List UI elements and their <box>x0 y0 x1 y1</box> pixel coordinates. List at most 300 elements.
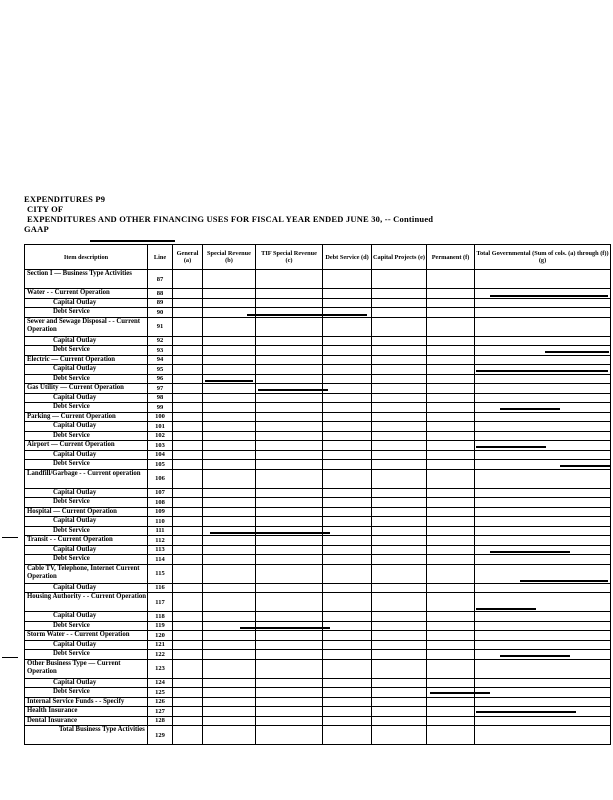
cell-total-governmental <box>475 621 611 631</box>
cell-tif-special-revenue <box>256 374 323 384</box>
cell-general <box>173 431 203 441</box>
cell-debt-service <box>323 384 372 394</box>
cell-general <box>173 422 203 432</box>
cell-tif-special-revenue <box>256 317 323 336</box>
table-row <box>25 716 611 726</box>
cell-capital-projects <box>372 716 427 726</box>
cell-debt-service <box>323 355 372 365</box>
table-row <box>25 412 611 422</box>
cell-tif-special-revenue <box>256 536 323 546</box>
cell-permanent <box>427 422 475 432</box>
row-label: Debt Service <box>25 498 148 508</box>
cell-capital-projects <box>372 631 427 641</box>
cell-total-governmental <box>475 431 611 441</box>
table-row <box>25 545 611 555</box>
accounting-basis-label: GAAP <box>24 224 49 234</box>
cell-debt-service <box>323 707 372 717</box>
cell-capital-projects <box>372 403 427 413</box>
row-label: Debt Service <box>25 374 148 384</box>
cell-special-revenue <box>203 517 256 527</box>
cell-general <box>173 336 203 346</box>
cell-debt-service <box>323 526 372 536</box>
cell-special-revenue <box>203 450 256 460</box>
cell-capital-projects <box>372 526 427 536</box>
row-label: Capital Outlay <box>25 365 148 375</box>
scan-artifact <box>560 465 610 467</box>
cell-special-revenue <box>203 659 256 678</box>
cell-debt-service <box>323 270 372 289</box>
scan-artifact <box>210 532 330 534</box>
cell-total-governmental <box>475 412 611 422</box>
cell-general <box>173 298 203 308</box>
expenditures-table <box>24 244 611 745</box>
table-row <box>25 498 611 508</box>
row-line-number: 129 <box>148 726 173 745</box>
scan-artifact <box>476 446 546 448</box>
cell-permanent <box>427 650 475 660</box>
cell-debt-service <box>323 659 372 678</box>
cell-tif-special-revenue <box>256 545 323 555</box>
cell-total-governmental <box>475 612 611 622</box>
cell-permanent <box>427 289 475 299</box>
cell-permanent <box>427 384 475 394</box>
cell-tif-special-revenue <box>256 422 323 432</box>
row-label: Capital Outlay <box>25 678 148 688</box>
row-line-number: 96 <box>148 374 173 384</box>
cell-capital-projects <box>372 441 427 451</box>
cell-special-revenue <box>203 507 256 517</box>
table-row <box>25 621 611 631</box>
cell-tif-special-revenue <box>256 346 323 356</box>
cell-tif-special-revenue <box>256 441 323 451</box>
cell-tif-special-revenue <box>256 621 323 631</box>
cell-general <box>173 374 203 384</box>
table-row <box>25 460 611 470</box>
cell-debt-service <box>323 507 372 517</box>
column-header-item-description: Item description <box>25 245 148 270</box>
row-line-number: 122 <box>148 650 173 660</box>
cell-debt-service <box>323 593 372 612</box>
cell-special-revenue <box>203 564 256 583</box>
row-label: Storm Water - - Current Operation <box>25 631 148 641</box>
cell-debt-service <box>323 412 372 422</box>
cell-permanent <box>427 678 475 688</box>
cell-permanent <box>427 631 475 641</box>
cell-special-revenue <box>203 393 256 403</box>
row-line-number: 114 <box>148 555 173 565</box>
cell-capital-projects <box>372 564 427 583</box>
row-label: Debt Service <box>25 403 148 413</box>
cell-capital-projects <box>372 469 427 488</box>
cell-capital-projects <box>372 707 427 717</box>
column-header-total-governmental: Total Governmental (Sum of cols. (a) through (f)) (g) <box>475 245 611 270</box>
cell-debt-service <box>323 498 372 508</box>
cell-special-revenue <box>203 716 256 726</box>
table-row <box>25 317 611 336</box>
row-line-number: 123 <box>148 659 173 678</box>
cell-debt-service <box>323 640 372 650</box>
row-label: Cable TV, Telephone, Internet Current Operation <box>25 564 148 583</box>
cell-tif-special-revenue <box>256 688 323 698</box>
row-line-number: 113 <box>148 545 173 555</box>
cell-permanent <box>427 726 475 745</box>
row-label: Debt Service <box>25 308 148 318</box>
cell-debt-service <box>323 716 372 726</box>
cell-capital-projects <box>372 384 427 394</box>
table-row <box>25 526 611 536</box>
cell-general <box>173 650 203 660</box>
cell-capital-projects <box>372 336 427 346</box>
row-line-number: 102 <box>148 431 173 441</box>
cell-tif-special-revenue <box>256 555 323 565</box>
cell-debt-service <box>323 688 372 698</box>
cell-debt-service <box>323 289 372 299</box>
cell-capital-projects <box>372 488 427 498</box>
cell-tif-special-revenue <box>256 355 323 365</box>
table-row <box>25 631 611 641</box>
column-header-tif-special-revenue: TIF Special Revenue (c) <box>256 245 323 270</box>
row-line-number: 88 <box>148 289 173 299</box>
cell-tif-special-revenue <box>256 365 323 375</box>
cell-tif-special-revenue <box>256 412 323 422</box>
cell-permanent <box>427 593 475 612</box>
cell-general <box>173 536 203 546</box>
row-line-number: 105 <box>148 460 173 470</box>
table-row <box>25 612 611 622</box>
cell-general <box>173 707 203 717</box>
row-line-number: 94 <box>148 355 173 365</box>
header-row <box>25 245 611 270</box>
row-label: Debt Service <box>25 460 148 470</box>
cell-total-governmental <box>475 536 611 546</box>
cell-special-revenue <box>203 270 256 289</box>
cell-permanent <box>427 659 475 678</box>
row-label: Capital Outlay <box>25 393 148 403</box>
row-line-number: 120 <box>148 631 173 641</box>
cell-total-governmental <box>475 726 611 745</box>
cell-general <box>173 678 203 688</box>
cell-debt-service <box>323 460 372 470</box>
row-line-number: 90 <box>148 308 173 318</box>
cell-special-revenue <box>203 707 256 717</box>
table-row <box>25 422 611 432</box>
cell-special-revenue <box>203 498 256 508</box>
cell-tif-special-revenue <box>256 697 323 707</box>
cell-special-revenue <box>203 612 256 622</box>
cell-capital-projects <box>372 346 427 356</box>
cell-total-governmental <box>475 526 611 536</box>
scan-artifact <box>247 314 367 316</box>
cell-debt-service <box>323 374 372 384</box>
cell-total-governmental <box>475 631 611 641</box>
cell-tif-special-revenue <box>256 650 323 660</box>
cell-tif-special-revenue <box>256 678 323 688</box>
cell-special-revenue <box>203 431 256 441</box>
cell-capital-projects <box>372 545 427 555</box>
row-line-number: 119 <box>148 621 173 631</box>
row-line-number: 116 <box>148 583 173 593</box>
cell-general <box>173 270 203 289</box>
row-label: Water - - Current Operation <box>25 289 148 299</box>
cell-debt-service <box>323 469 372 488</box>
table-row <box>25 488 611 498</box>
cell-capital-projects <box>372 365 427 375</box>
table-row <box>25 659 611 678</box>
cell-capital-projects <box>372 621 427 631</box>
cell-debt-service <box>323 621 372 631</box>
cell-total-governmental <box>475 298 611 308</box>
cell-permanent <box>427 270 475 289</box>
cell-capital-projects <box>372 460 427 470</box>
cell-permanent <box>427 536 475 546</box>
cell-general <box>173 308 203 318</box>
row-label: Debt Service <box>25 555 148 565</box>
cell-general <box>173 640 203 650</box>
cell-permanent <box>427 346 475 356</box>
cell-debt-service <box>323 536 372 546</box>
cell-debt-service <box>323 517 372 527</box>
cell-debt-service <box>323 422 372 432</box>
cell-total-governmental <box>475 659 611 678</box>
cell-special-revenue <box>203 536 256 546</box>
cell-general <box>173 593 203 612</box>
column-header-line: Line <box>148 245 173 270</box>
row-line-number: 89 <box>148 298 173 308</box>
row-label: Debt Service <box>25 526 148 536</box>
row-label: Health Insurance <box>25 707 148 717</box>
cell-tif-special-revenue <box>256 393 323 403</box>
scan-artifact <box>90 240 175 242</box>
cell-permanent <box>427 460 475 470</box>
cell-permanent <box>427 308 475 318</box>
row-line-number: 97 <box>148 384 173 394</box>
cell-total-governmental <box>475 517 611 527</box>
scan-artifact <box>490 551 570 553</box>
cell-general <box>173 631 203 641</box>
row-label: Internal Service Funds - - Specify <box>25 697 148 707</box>
cell-capital-projects <box>372 593 427 612</box>
cell-permanent <box>427 583 475 593</box>
cell-capital-projects <box>372 355 427 365</box>
cell-special-revenue <box>203 726 256 745</box>
cell-special-revenue <box>203 355 256 365</box>
row-line-number: 124 <box>148 678 173 688</box>
cell-special-revenue <box>203 346 256 356</box>
row-label: Other Business Type — Current Operation <box>25 659 148 678</box>
row-line-number: 109 <box>148 507 173 517</box>
cell-debt-service <box>323 317 372 336</box>
row-line-number: 93 <box>148 346 173 356</box>
row-line-number: 121 <box>148 640 173 650</box>
row-line-number: 115 <box>148 564 173 583</box>
row-label: Capital Outlay <box>25 583 148 593</box>
scan-artifact <box>500 655 570 657</box>
cell-debt-service <box>323 650 372 660</box>
cell-tif-special-revenue <box>256 336 323 346</box>
cell-tif-special-revenue <box>256 631 323 641</box>
cell-permanent <box>427 564 475 583</box>
row-label: Capital Outlay <box>25 450 148 460</box>
column-header-general: General (a) <box>173 245 203 270</box>
cell-capital-projects <box>372 678 427 688</box>
row-label: Electric — Current Operation <box>25 355 148 365</box>
scan-artifact <box>500 408 560 410</box>
cell-total-governmental <box>475 678 611 688</box>
cell-permanent <box>427 336 475 346</box>
cell-capital-projects <box>372 450 427 460</box>
row-line-number: 87 <box>148 270 173 289</box>
table-row <box>25 469 611 488</box>
cell-tif-special-revenue <box>256 431 323 441</box>
cell-general <box>173 583 203 593</box>
cell-permanent <box>427 298 475 308</box>
scan-artifact <box>430 692 490 694</box>
cell-debt-service <box>323 365 372 375</box>
cell-special-revenue <box>203 688 256 698</box>
cell-tif-special-revenue <box>256 612 323 622</box>
cell-general <box>173 507 203 517</box>
cell-total-governmental <box>475 697 611 707</box>
cell-permanent <box>427 707 475 717</box>
cell-special-revenue <box>203 298 256 308</box>
cell-total-governmental <box>475 498 611 508</box>
row-line-number: 117 <box>148 593 173 612</box>
cell-debt-service <box>323 441 372 451</box>
cell-special-revenue <box>203 384 256 394</box>
cell-total-governmental <box>475 270 611 289</box>
cell-capital-projects <box>372 431 427 441</box>
cell-special-revenue <box>203 526 256 536</box>
row-line-number: 92 <box>148 336 173 346</box>
table-row <box>25 431 611 441</box>
cell-general <box>173 346 203 356</box>
table-row <box>25 336 611 346</box>
cell-general <box>173 393 203 403</box>
cell-special-revenue <box>203 469 256 488</box>
row-label: Capital Outlay <box>25 298 148 308</box>
cell-debt-service <box>323 583 372 593</box>
row-label: Capital Outlay <box>25 488 148 498</box>
cell-total-governmental <box>475 317 611 336</box>
row-label: Transit - - Current Operation <box>25 536 148 546</box>
row-line-number: 111 <box>148 526 173 536</box>
cell-capital-projects <box>372 412 427 422</box>
cell-general <box>173 659 203 678</box>
row-label: Debt Service <box>25 431 148 441</box>
row-label: Capital Outlay <box>25 612 148 622</box>
cell-general <box>173 403 203 413</box>
scan-artifact <box>520 580 608 582</box>
cell-special-revenue <box>203 460 256 470</box>
cell-capital-projects <box>372 612 427 622</box>
row-line-number: 108 <box>148 498 173 508</box>
row-label: Parking — Current Operation <box>25 412 148 422</box>
table-row <box>25 270 611 289</box>
cell-special-revenue <box>203 640 256 650</box>
cell-capital-projects <box>372 697 427 707</box>
row-label: Gas Utility — Current Operation <box>25 384 148 394</box>
cell-permanent <box>427 507 475 517</box>
cell-debt-service <box>323 545 372 555</box>
scan-artifact <box>258 389 328 391</box>
row-line-number: 103 <box>148 441 173 451</box>
cell-special-revenue <box>203 631 256 641</box>
city-of-label: CITY OF <box>27 204 64 214</box>
row-line-number: 126 <box>148 697 173 707</box>
table-row <box>25 393 611 403</box>
row-label: Capital Outlay <box>25 336 148 346</box>
cell-tif-special-revenue <box>256 517 323 527</box>
cell-special-revenue <box>203 621 256 631</box>
cell-special-revenue <box>203 412 256 422</box>
row-line-number: 128 <box>148 716 173 726</box>
cell-total-governmental <box>475 355 611 365</box>
cell-debt-service <box>323 555 372 565</box>
scan-artifact <box>2 537 18 538</box>
cell-total-governmental <box>475 640 611 650</box>
cell-debt-service <box>323 631 372 641</box>
cell-debt-service <box>323 612 372 622</box>
cell-debt-service <box>323 403 372 413</box>
cell-total-governmental <box>475 384 611 394</box>
cell-total-governmental <box>475 393 611 403</box>
cell-permanent <box>427 612 475 622</box>
cell-permanent <box>427 374 475 384</box>
cell-tif-special-revenue <box>256 403 323 413</box>
cell-capital-projects <box>372 517 427 527</box>
table-row <box>25 450 611 460</box>
cell-general <box>173 726 203 745</box>
cell-debt-service <box>323 336 372 346</box>
cell-special-revenue <box>203 374 256 384</box>
cell-general <box>173 697 203 707</box>
table-row <box>25 678 611 688</box>
cell-debt-service <box>323 488 372 498</box>
scan-artifact <box>476 370 608 372</box>
cell-permanent <box>427 640 475 650</box>
row-label: Capital Outlay <box>25 545 148 555</box>
row-line-number: 99 <box>148 403 173 413</box>
scan-artifact <box>476 608 536 610</box>
cell-general <box>173 412 203 422</box>
cell-special-revenue <box>203 317 256 336</box>
cell-tif-special-revenue <box>256 726 323 745</box>
row-label: Dental Insurance <box>25 716 148 726</box>
cell-debt-service <box>323 678 372 688</box>
cell-permanent <box>427 517 475 527</box>
cell-capital-projects <box>372 726 427 745</box>
cell-general <box>173 488 203 498</box>
cell-tif-special-revenue <box>256 507 323 517</box>
cell-permanent <box>427 355 475 365</box>
column-header-capital-projects: Capital Projects (e) <box>372 245 427 270</box>
table-row <box>25 507 611 517</box>
cell-tif-special-revenue <box>256 564 323 583</box>
cell-special-revenue <box>203 289 256 299</box>
cell-permanent <box>427 621 475 631</box>
cell-special-revenue <box>203 403 256 413</box>
cell-general <box>173 498 203 508</box>
cell-permanent <box>427 488 475 498</box>
row-label: Hospital — Current Operation <box>25 507 148 517</box>
cell-permanent <box>427 393 475 403</box>
cell-tif-special-revenue <box>256 298 323 308</box>
scan-artifact <box>205 380 253 382</box>
cell-permanent <box>427 450 475 460</box>
row-label: Airport — Current Operation <box>25 441 148 451</box>
cell-special-revenue <box>203 583 256 593</box>
table-row <box>25 346 611 356</box>
